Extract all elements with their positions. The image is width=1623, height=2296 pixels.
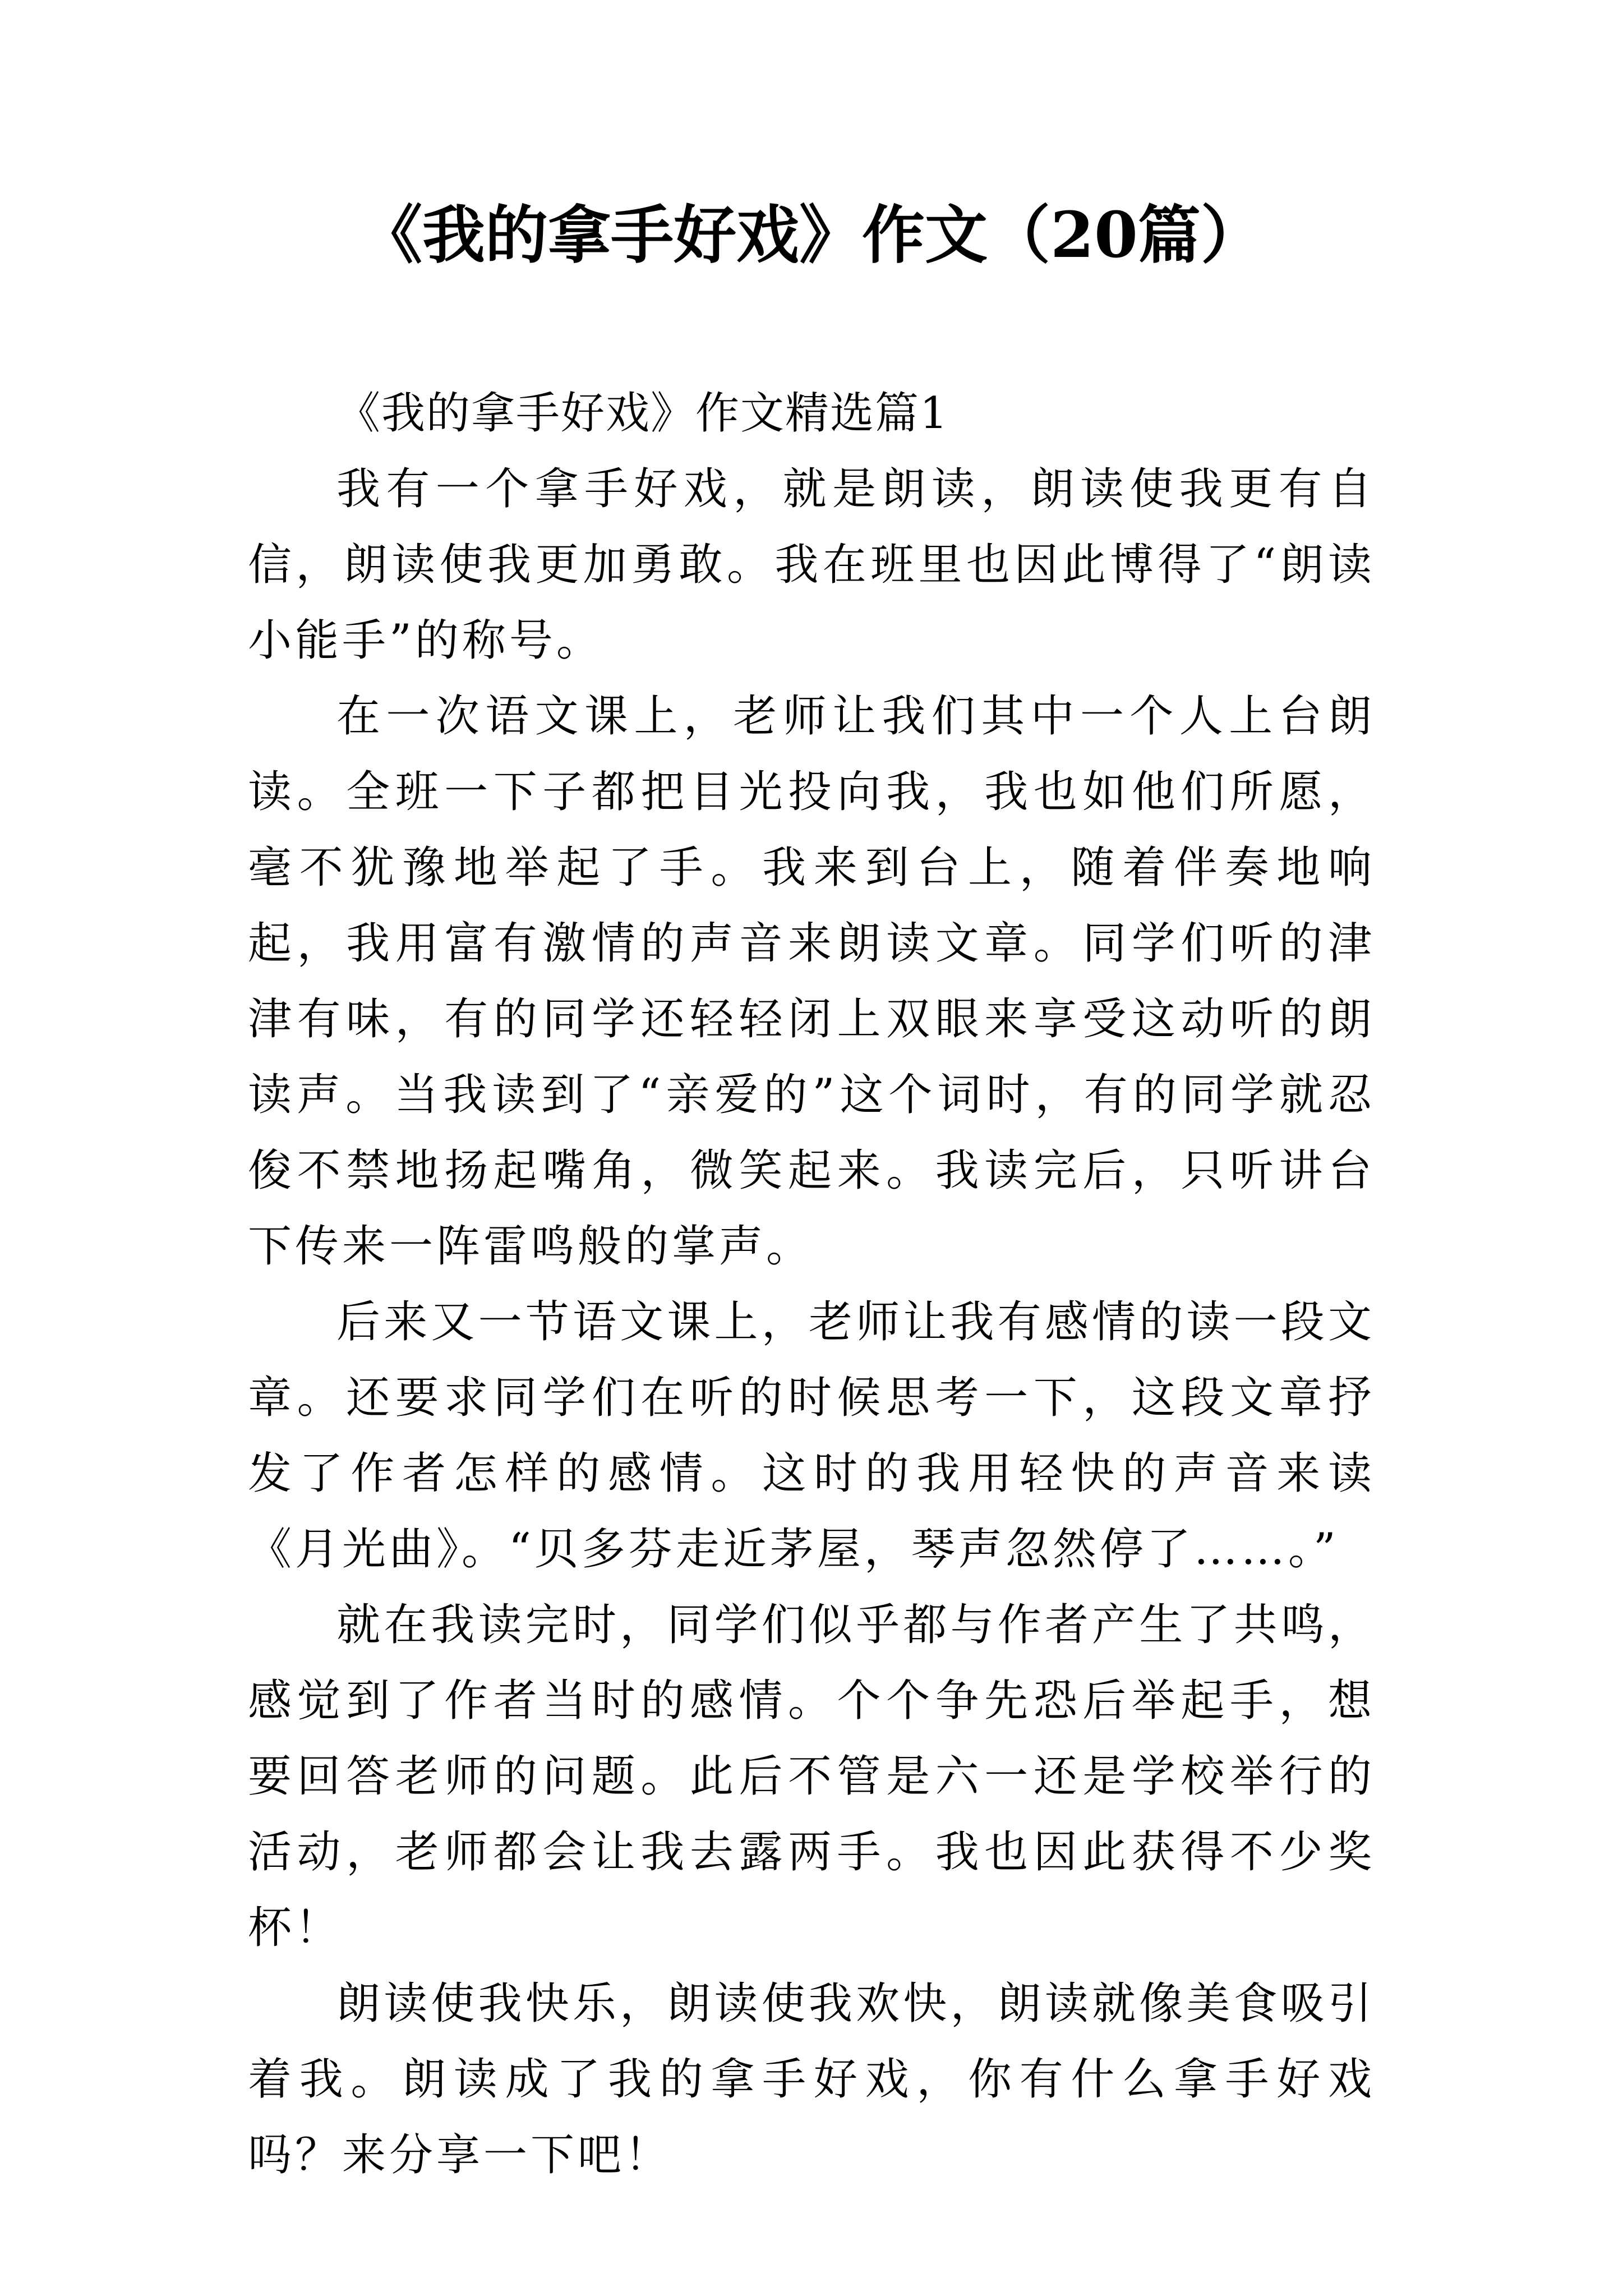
paragraph: 后来又一节语文课上，老师让我有感情的读一段文章。还要求同学们在听的时候思考一下，这段文章抒发了作者怎样的感情。这时的我用轻快的声音来读《月光曲》。“贝多芬走近茅屋，琴声忽然停了……。” xyxy=(248,1297,1375,1575)
paragraph: 在一次语文课上，老师让我们其中一个人上台朗读。全班一下子都把目光投向我，我也如他们所愿，毫不犹豫地举起了手。我来到台上，随着伴奏地响起，我用富有激情的声音来朗读文章。同学们听的津津有味，有的同学还轻轻闭上双眼来享受这动听的朗读声。当我读到了“亲爱的”这个词时，有的同学就忍俊不禁地扬起嘴角，微笑起来。我读完后，只听讲台下传来一阵雷鸣般的掌声。 xyxy=(248,691,1375,1272)
document-title: 《我的拿手好戏》作文（20篇） xyxy=(359,199,1264,272)
section-heading: 《我的拿手好戏》作文精选篇1 xyxy=(336,388,949,439)
paragraph: 就在我读完时，同学们似乎都与作者产生了共鸣，感觉到了作者当时的感情。个个争先恐后举起手，想要回答老师的问题。此后不管是六一还是学校举行的活动，老师都会让我去露两手。我也因此获得不少奖杯！ xyxy=(248,1600,1375,1953)
paragraph: 朗读使我快乐，朗读使我欢快，朗读就像美食吸引着我。朗读成了我的拿手好戏，你有什么拿手好戏吗？来分享一下吧！ xyxy=(248,1978,1375,2180)
paragraph: 我有一个拿手好戏，就是朗读，朗读使我更有自信，朗读使我更加勇敢。我在班里也因此博得了“朗读小能手”的称号。 xyxy=(248,464,1375,666)
document-body xyxy=(248,376,1375,2193)
